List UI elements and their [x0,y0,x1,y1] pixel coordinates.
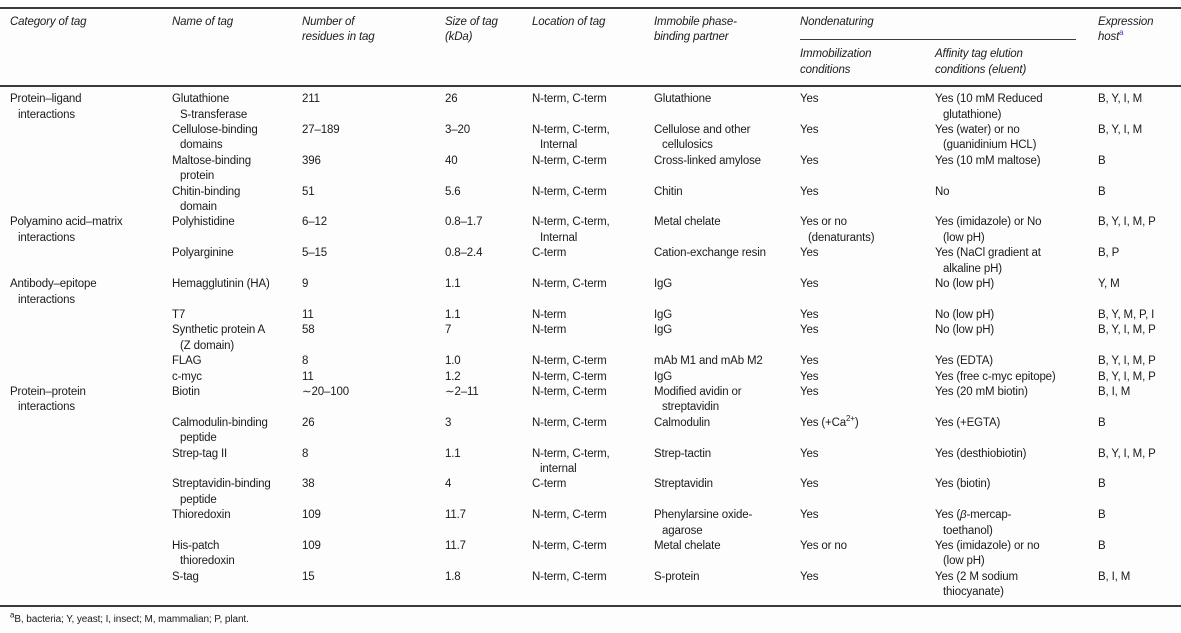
cell-location: N-term, C-term, Internal [532,216,610,244]
cell-immobilization: Yes [800,247,819,260]
cell-immobilization: Yes [800,278,819,291]
cell-elution: Yes (water) or no (guanidinium HCL) [935,124,1037,152]
cell-immobilization: Yes [800,478,819,491]
cell-location: N-term, C-term [532,154,607,167]
cell-size: 40 [445,154,458,167]
cell-location: N-term, C-term [532,509,607,522]
cell-elution: No (low pH) [935,278,995,291]
cell-name: Polyhistidine [172,216,235,229]
cell-elution: Yes (biotin) [935,478,991,491]
table-row [0,246,1181,277]
cell-partner: Chitin [654,185,683,198]
cell-host: B, Y, I, M [1098,93,1143,106]
cell-residues: 8 [302,355,309,368]
cell-immobilization: Yes or no (denaturants) [800,216,875,244]
cell-location: C-term [532,247,567,260]
cell-partner: Metal chelate [654,540,721,552]
col-header-elution: Affinity tag elution conditions (eluent) [935,40,1098,86]
cell-immobilization: Yes [800,154,819,167]
cell-name: Hemagglutinin (HA) [172,278,270,291]
cell-partner: IgG [654,278,673,291]
table-row [0,539,1181,570]
cell-name: Thioredoxin [172,509,231,522]
cell-host: Y, M [1098,278,1120,291]
cell-name: Calmodulin-binding peptide [172,416,268,445]
cell-partner: Calmodulin [654,416,711,429]
cell-location: N-term, C-term [532,570,654,606]
table-footnote: $^a$B, bacteria; Y, yeast; I, insect; M, mammalian; P, plant. [10,610,249,625]
table-row [0,323,1181,354]
col-header-category: Category of tag [0,8,172,86]
cell-name: Cellulose-binding domains [172,124,258,152]
cell-host: B [1098,154,1106,167]
cell-residues: 27–189 [302,124,340,137]
cell-size: 1.2 [445,370,461,383]
cell-immobilization: Yes [800,385,819,398]
col-header-immobilization: Immobilization conditions [800,40,935,86]
cell-residues: 8 [302,447,309,460]
cell-residues: 5–15 [302,247,327,260]
cell-elution: Yes (imidazole) or no (low pH) [935,540,1040,568]
cell-partner: Cation-exchange resin [654,247,766,260]
cell-host: B, Y, I, M, P [1098,355,1156,368]
cell-size: 0.8–1.7 [445,216,483,229]
cell-residues: 109 [302,540,321,552]
cell-host: B, Y, I, M [1098,124,1143,137]
cell-elution: Yes (EDTA) [935,355,993,368]
cell-name: Maltose-binding protein [172,154,251,183]
cell-partner: IgG [654,308,673,321]
col-header-expression-host: Expression host$^a$ [1098,8,1181,86]
cell-size: 3–20 [445,124,470,137]
table-row [0,308,1181,323]
cell-category [0,354,172,369]
cell-category: Antibody–epitope interactions [10,278,97,306]
cell-host: B, Y, I, M, P [1098,447,1156,460]
col-header-name: Name of tag [172,8,302,86]
cell-residues: 11 [302,308,314,321]
cell-immobilization: Yes [800,447,819,460]
cell-immobilization: Yes [800,570,935,606]
cell-elution: Yes (desthiobiotin) [935,447,1027,460]
cell-elution: Yes (β-mercap- toethanol) [935,509,1012,537]
cell-immobilization: Yes [800,355,819,368]
cell-location: C-term [532,478,567,491]
table-row [0,185,1181,216]
cell-name: c-myc [172,370,202,383]
table-row [0,447,1181,478]
cell-category [0,246,172,277]
cell-host: B, Y, I, M, P [1098,370,1156,383]
cell-host: B, Y, I, M, P [1098,216,1156,229]
cell-residues: 38 [302,478,315,491]
cell-name: Glutathione S-transferase [172,93,248,121]
table-row [0,416,1181,447]
cell-size: 1.0 [445,355,461,368]
cell-category [0,508,172,539]
cell-category [0,370,172,385]
cell-elution: Yes (2 M sodium thiocyanate) [935,570,1098,606]
cell-location: N-term, C-term [532,385,607,398]
cell-host: B, Y, M, P, I [1098,308,1155,321]
col-header-residues: Number of residues in tag [302,8,445,86]
cell-category: Protein–ligand interactions [10,93,82,121]
cell-immobilization: Yes [800,308,819,321]
cell-category [0,323,172,354]
cell-residues: 109 [302,509,321,522]
cell-name: Polyarginine [172,247,234,260]
cell-location: N-term, C-term, internal [532,447,610,475]
cell-name: Biotin [172,385,200,398]
cell-residues: 15 [302,570,445,606]
cell-elution: Yes (NaCl gradient at alkaline pH) [935,247,1041,275]
cell-host: B [1098,478,1106,491]
cell-location: N-term, C-term [532,93,607,106]
cell-category [0,447,172,478]
cell-immobilization: Yes [800,509,819,522]
table-row [0,354,1181,369]
cell-name: S-tag [172,570,302,606]
cell-category [0,185,172,216]
cell-elution: Yes (free c-myc epitope) [935,370,1056,383]
cell-partner: IgG [654,370,673,383]
cell-partner: S-protein [654,570,800,606]
cell-category [0,539,172,570]
col-header-binding-partner: Immobile phase- binding partner [654,8,800,86]
table-row [0,277,1181,308]
cell-name: Chitin-binding domain [172,185,241,214]
cell-host: B [1098,509,1106,522]
cell-name: Strep-tag II [172,447,228,460]
cell-residues: 211 [302,93,320,106]
cell-size: 1.8 [445,570,532,606]
cell-location: N-term, C-term [532,370,607,383]
cell-immobilization: Yes [800,324,819,337]
nondenaturing-label: Nondenaturing [800,15,1076,40]
cell-size: 5.6 [445,185,461,198]
cell-size: 7 [445,324,452,337]
cell-location: N-term, C-term [532,416,607,429]
col-header-nondenaturing-group [800,8,1098,40]
table-row [0,570,1181,606]
cell-host: B [1098,416,1106,429]
cell-location: N-term, C-term [532,185,607,198]
cell-elution: Yes (10 mM Reduced glutathione) [935,93,1043,121]
table-row [0,385,1181,416]
cell-size: 1.1 [445,278,461,291]
cell-host: B [1098,185,1106,198]
table-row [0,123,1181,154]
cell-name: T7 [172,308,186,321]
cell-residues: 6–12 [302,216,327,229]
cell-name: Streptavidin-binding peptide [172,478,271,506]
cell-category [0,308,172,323]
cell-partner: Glutathione [654,93,712,106]
cell-location: N-term [532,308,567,321]
cell-location: N-term, C-term [532,540,607,552]
table-row [0,154,1181,185]
cell-partner: Streptavidin [654,478,713,491]
cell-host: B, Y, I, M, P [1098,324,1156,337]
cell-partner: Modified avidin or streptavidin [654,385,742,414]
table-row [0,370,1181,385]
cell-elution: No [935,185,950,198]
cell-elution: Yes (20 mM biotin) [935,385,1028,398]
cell-immobilization: Yes [800,185,819,198]
cell-category [0,416,172,447]
cell-host: B, I, M [1098,570,1181,606]
cell-immobilization: Yes or no [800,540,847,552]
col-header-location: Location of tag [532,8,654,86]
cell-category [0,154,172,185]
table-row [0,215,1181,246]
cell-name: His-patch thioredoxin [172,540,235,568]
table-row [0,86,1181,123]
cell-name: Synthetic protein A (Z domain) [172,324,266,352]
cell-elution: Yes (imidazole) or No (low pH) [935,216,1042,244]
col-header-size: Size of tag (kDa) [445,8,532,86]
cell-residues: 11 [302,370,314,383]
cell-immobilization: Yes $(+Ca^{2+})$ [800,413,859,429]
cell-partner: Strep-tactin [654,447,712,460]
cell-category [0,477,172,508]
cell-immobilization: Yes [800,93,819,106]
cell-size: 4 [445,478,452,491]
cell-host: B [1098,540,1106,552]
cell-size: 11.7 [445,540,466,552]
cell-residues: 9 [302,278,309,291]
cell-size: 1.1 [445,447,461,460]
cell-partner: mAb M1 and mAb M2 [654,355,763,368]
cell-size: 1.1 [445,308,461,321]
cell-location: N-term, C-term [532,355,607,368]
cell-size: 0.8–2.4 [445,247,483,260]
cell-partner: Cellulose and other cellulosics [654,124,751,152]
cell-category [0,123,172,154]
cell-host: B, I, M [1098,385,1131,398]
cell-elution: Yes (+EGTA) [935,416,1001,429]
cell-host: B, P [1098,247,1120,260]
cell-residues: 58 [302,324,315,337]
cell-size: 26 [445,93,458,106]
cell-partner: Cross-linked amylose [654,154,761,167]
cell-residues: ∼20–100 [302,385,349,398]
cell-location: N-term, C-term, Internal [532,124,610,152]
cell-name: FLAG [172,355,202,368]
table-row [0,508,1181,539]
cell-elution: No (low pH) [935,324,995,337]
cell-size: ∼2–11 [445,385,479,398]
cell-size: 3 [445,416,452,429]
cell-partner: IgG [654,324,673,337]
cell-immobilization: Yes [800,124,819,137]
cell-residues: 51 [302,185,315,198]
cell-residues: 396 [302,154,321,167]
cell-elution: Yes (10 mM maltose) [935,154,1041,167]
table-row [0,477,1181,508]
cell-category: Polyamino acid–matrix interactions [10,216,123,244]
cell-partner: Phenylarsine oxide- agarose [654,509,753,537]
cell-partner: Metal chelate [654,216,721,229]
affinity-tags-table [0,7,1181,607]
cell-category [0,570,172,606]
cell-elution: No (low pH) [935,308,995,321]
cell-category: Protein–protein interactions [10,385,86,414]
cell-immobilization: Yes [800,370,819,383]
cell-residues: 26 [302,416,315,429]
cell-location: N-term [532,324,567,337]
cell-size: 11.7 [445,509,466,522]
cell-location: N-term, C-term [532,278,607,291]
